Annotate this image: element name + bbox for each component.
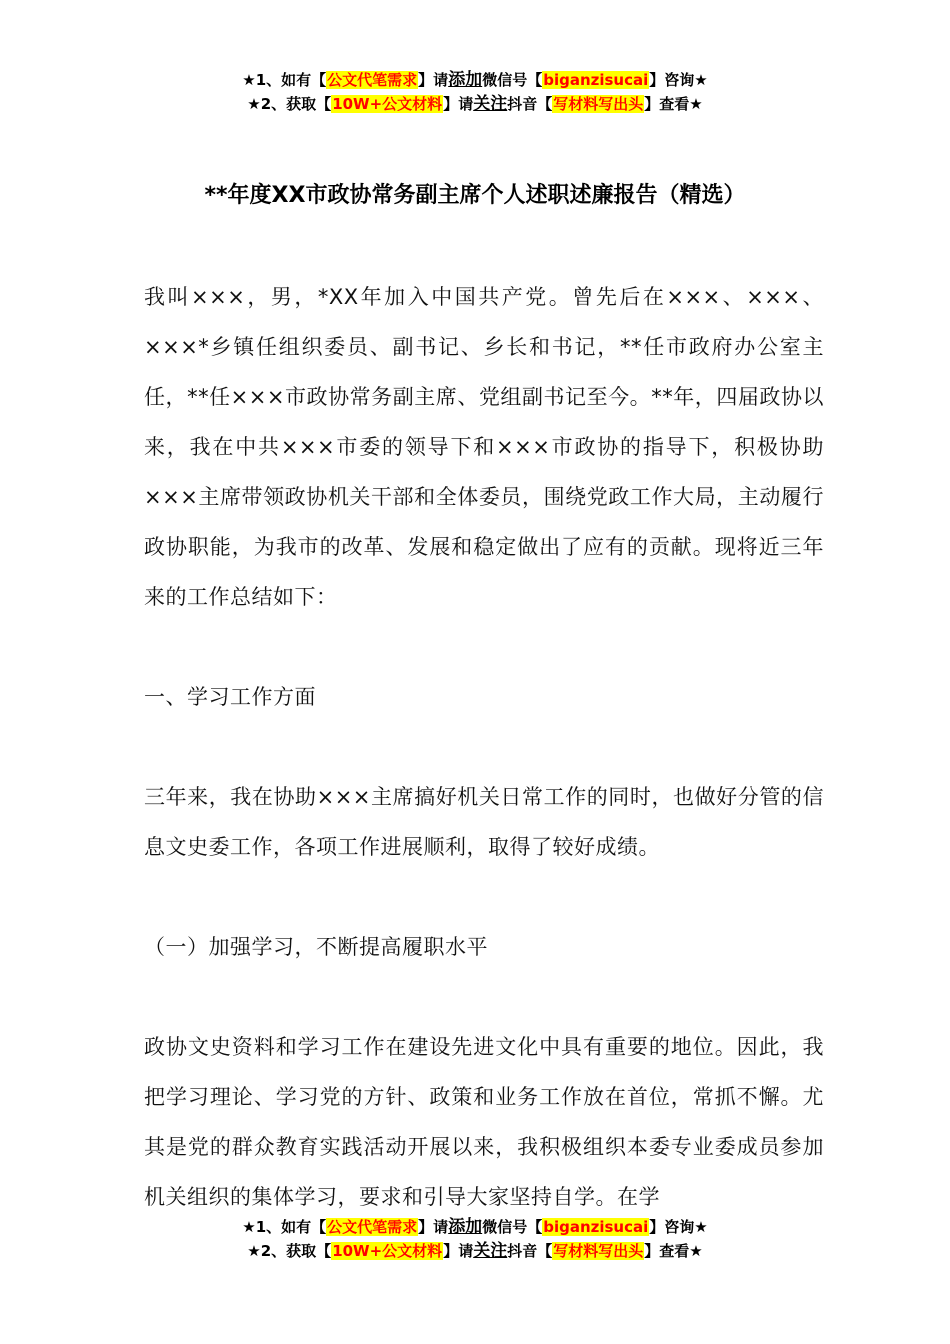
promo-line-1 bbox=[0, 1215, 950, 1239]
promo-highlight: 10W+公文材料 bbox=[332, 95, 443, 113]
promo-text: 】咨询★ bbox=[649, 71, 708, 89]
promo-text: 】咨询★ bbox=[649, 1218, 708, 1236]
promo-line-2 bbox=[0, 92, 950, 116]
promo-text: 微信号【 bbox=[482, 71, 543, 89]
document-body bbox=[144, 272, 824, 1222]
promo-text: 】查看★ bbox=[644, 1242, 703, 1260]
promo-highlight: 写材料写出头 bbox=[553, 95, 644, 113]
promo-highlight: 写材料写出头 bbox=[553, 1242, 644, 1260]
promo-highlight: 公文代笔需求 bbox=[327, 71, 418, 89]
promo-text: 】请 bbox=[443, 1242, 474, 1260]
promo-text: 抖音【 bbox=[507, 95, 553, 113]
promo-banner-bottom bbox=[0, 1215, 950, 1263]
subsection-heading: （一）加强学习，不断提高履职水平 bbox=[144, 935, 488, 959]
promo-text: 微信号【 bbox=[482, 1218, 543, 1236]
promo-highlight: 公文代笔需求 bbox=[327, 1218, 418, 1236]
promo-text: ★1、如有【 bbox=[242, 1218, 327, 1236]
promo-text: 】请 bbox=[418, 71, 449, 89]
promo-text: ★1、如有【 bbox=[242, 71, 327, 89]
promo-text: ★2、获取【 bbox=[247, 95, 332, 113]
promo-emphasis: 添加 bbox=[448, 70, 483, 90]
promo-text: 】查看★ bbox=[644, 95, 703, 113]
promo-emphasis: 关注 bbox=[473, 94, 508, 114]
promo-highlight: biganzisucai bbox=[543, 71, 649, 89]
promo-text: ★2、获取【 bbox=[247, 1242, 332, 1260]
document-title: **年度XX市政协常务副主席个人述职述廉报告（精选） bbox=[204, 183, 746, 208]
promo-emphasis: 关注 bbox=[473, 1241, 508, 1261]
promo-highlight: biganzisucai bbox=[543, 1218, 649, 1236]
intro-paragraph: 我叫×××，男，*XX年加入中国共产党。曾先后在×××、×××、×××*乡镇任组织委员、副书记、乡长和书记，**任市政府办公室主任，**任×××市政协常务副主席、党组副书记至今。**年，四届政协以来，我在中共×××市委的领导下和×××市政协的指导下，积极协助×××主席带领政协机关干部和全体委员，围绕党政工作大局，主动履行政协职能，为我市的改革、发展和稳定做出了应有的贡献。现将近三年来的工作总结如下： bbox=[144, 285, 824, 609]
promo-highlight: 10W+公文材料 bbox=[332, 1242, 443, 1260]
promo-banner-top bbox=[0, 68, 950, 116]
promo-line-2 bbox=[0, 1239, 950, 1263]
promo-text: 】请 bbox=[418, 1218, 449, 1236]
promo-text: 抖音【 bbox=[507, 1242, 553, 1260]
subsection-paragraph: 政协文史资料和学习工作在建设先进文化中具有重要的地位。因此，我把学习理论、学习党的方针、政策和业务工作放在首位，常抓不懈。尤其是党的群众教育实践活动开展以来，我积极组织本委专业委成员参加机关组织的集体学习，要求和引导大家坚持自学。在学 bbox=[144, 1035, 824, 1209]
promo-text: 】请 bbox=[443, 95, 474, 113]
promo-line-1 bbox=[0, 68, 950, 92]
promo-emphasis: 添加 bbox=[448, 1217, 483, 1237]
section-heading: 一、学习工作方面 bbox=[144, 685, 316, 709]
section-paragraph: 三年来，我在协助×××主席搞好机关日常工作的同时，也做好分管的信息文史委工作，各项工作进展顺利，取得了较好成绩。 bbox=[144, 785, 824, 859]
